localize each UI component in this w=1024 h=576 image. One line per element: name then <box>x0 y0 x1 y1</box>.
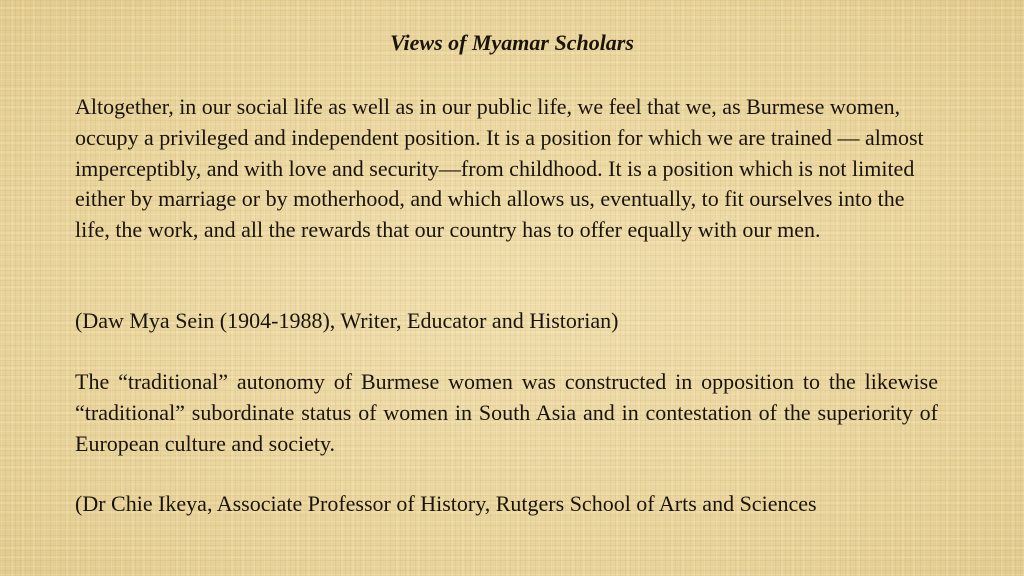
attribution-daw-mya-sein: (Daw Mya Sein (1904-1988), Writer, Educator and Historian) <box>75 308 619 333</box>
slide-title: Views of Myamar Scholars <box>390 30 634 55</box>
attribution-chie-ikeya: (Dr Chie Ikeya, Associate Professor of History, Rutgers School of Arts and Sciences <box>75 491 817 516</box>
quote-daw-mya-sein: Altogether, in our social life as well as in our public life, we feel that we, as Burmese women, occupy a privileged and independent position. It is a position for which we are trained — almost imperceptibly, and with love and security—from childhood. It is a position which is not limited either by marriage or by motherhood, and which allows us, eventually, to fit ourselves into the life, the work, and all the rewards that our country has to offer equally with our men. <box>75 94 924 243</box>
quote-chie-ikeya: The “traditional” autonomy of Burmese women was constructed in opposition to the likewise “traditional” subordinate status of women in South Asia and in contestation of the superiority of European culture and society. <box>75 369 938 456</box>
